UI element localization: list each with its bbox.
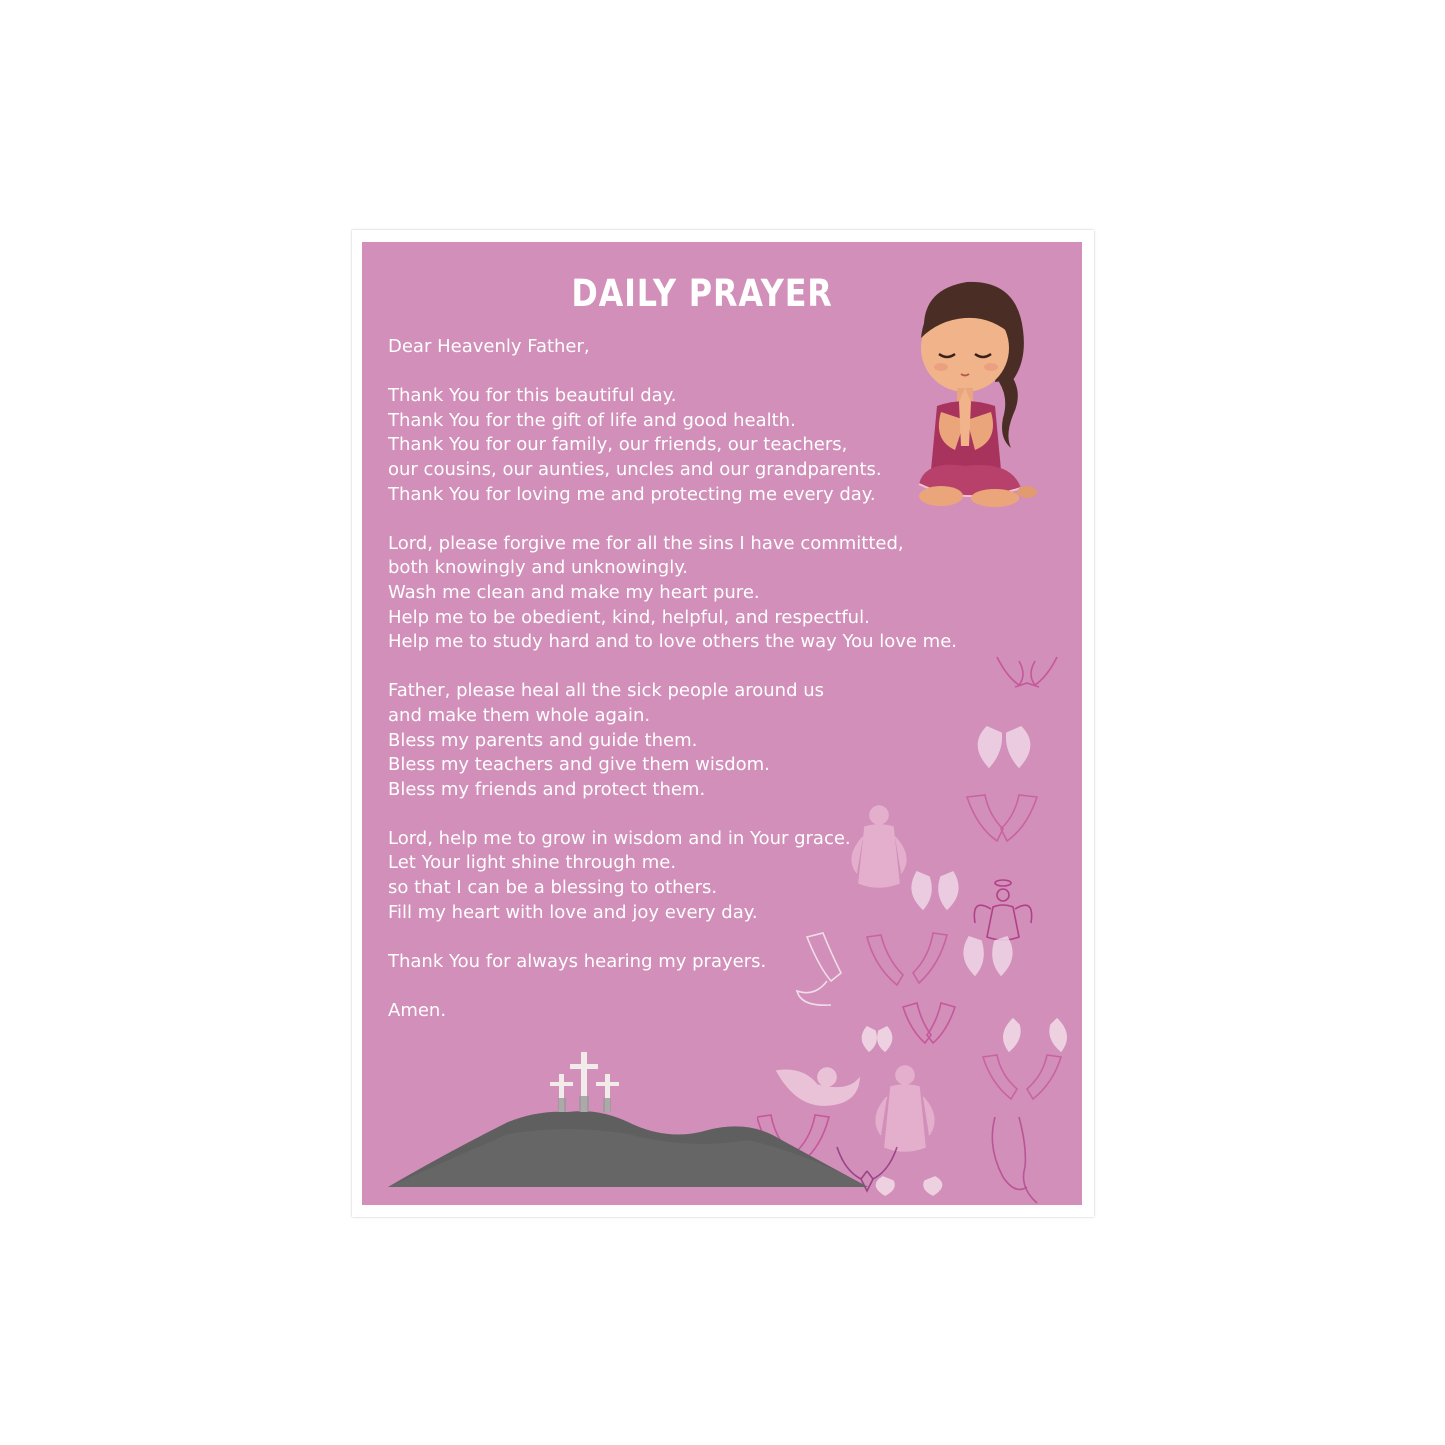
- prayer-line: Thank You for always hearing my prayers.: [388, 950, 767, 972]
- angel-wings-icon: [862, 1019, 1066, 1051]
- prayer-line: Father, please heal all the sick people around us: [388, 680, 825, 702]
- prayer-line: Thank You for loving me and protecting me every day.: [388, 483, 876, 505]
- prayer-line: Lord, please forgive me for all the sins I have committed,: [388, 532, 904, 554]
- prayer-line: Lord, help me to grow in wisdom and in Your grace.: [388, 827, 851, 849]
- praying-girl-illustration: [895, 270, 1040, 535]
- prayer-line: Fill my heart with love and joy every day.: [388, 901, 758, 923]
- closing-line: Amen.: [388, 1000, 447, 1022]
- prayer-line: Wash me clean and make my heart pure.: [388, 581, 760, 603]
- prayer-line: Help me to study hard and to love others the way You love me.: [388, 631, 958, 653]
- poster-sheet: [352, 230, 1094, 1217]
- prayer-poster: [362, 242, 1082, 1205]
- calvary-crosses-icon: [388, 1042, 872, 1192]
- angel-wings-icon: [867, 933, 947, 985]
- angel-icon: [974, 880, 1031, 940]
- prayer-line: our cousins, our aunties, uncles and our grandparents.: [388, 458, 882, 480]
- praying-hands-icon: [997, 657, 1057, 687]
- prayer-line: Help me to be obedient, kind, helpful, and respectful.: [388, 606, 870, 628]
- prayer-line: both knowingly and unknowingly.: [388, 557, 689, 579]
- angel-wings-icon: [983, 1055, 1061, 1099]
- prayer-line: and make them whole again.: [388, 704, 651, 726]
- prayer-line: Bless my friends and protect them.: [388, 778, 706, 800]
- prayer-line: Thank You for this beautiful day.: [388, 385, 677, 407]
- angel-wings-icon: [978, 727, 1029, 767]
- angel-icon: [852, 806, 906, 887]
- page-title: DAILY PRAYER: [571, 272, 833, 315]
- angel-icon: [876, 1066, 934, 1151]
- praying-hands-icon: [797, 933, 841, 1005]
- greeting-line: Dear Heavenly Father,: [388, 336, 590, 357]
- angel-wings-icon: [912, 872, 958, 909]
- prayer-line: Let Your light shine through me.: [388, 852, 677, 874]
- praying-hands-icon: [992, 1117, 1037, 1203]
- angel-wings-icon: [964, 937, 1012, 975]
- prayer-line: Bless my teachers and give them wisdom.: [388, 754, 770, 776]
- angel-wings-icon: [876, 1177, 941, 1195]
- prayer-line: so that I can be a blessing to others.: [388, 877, 718, 899]
- angel-wings-icon: [903, 1003, 955, 1043]
- prayer-line: Thank You for our family, our friends, our teachers,: [388, 434, 848, 456]
- angel-wings-icon: [967, 795, 1037, 841]
- prayer-line: Thank You for the gift of life and good health.: [388, 409, 796, 431]
- prayer-line: Bless my parents and guide them.: [388, 729, 698, 751]
